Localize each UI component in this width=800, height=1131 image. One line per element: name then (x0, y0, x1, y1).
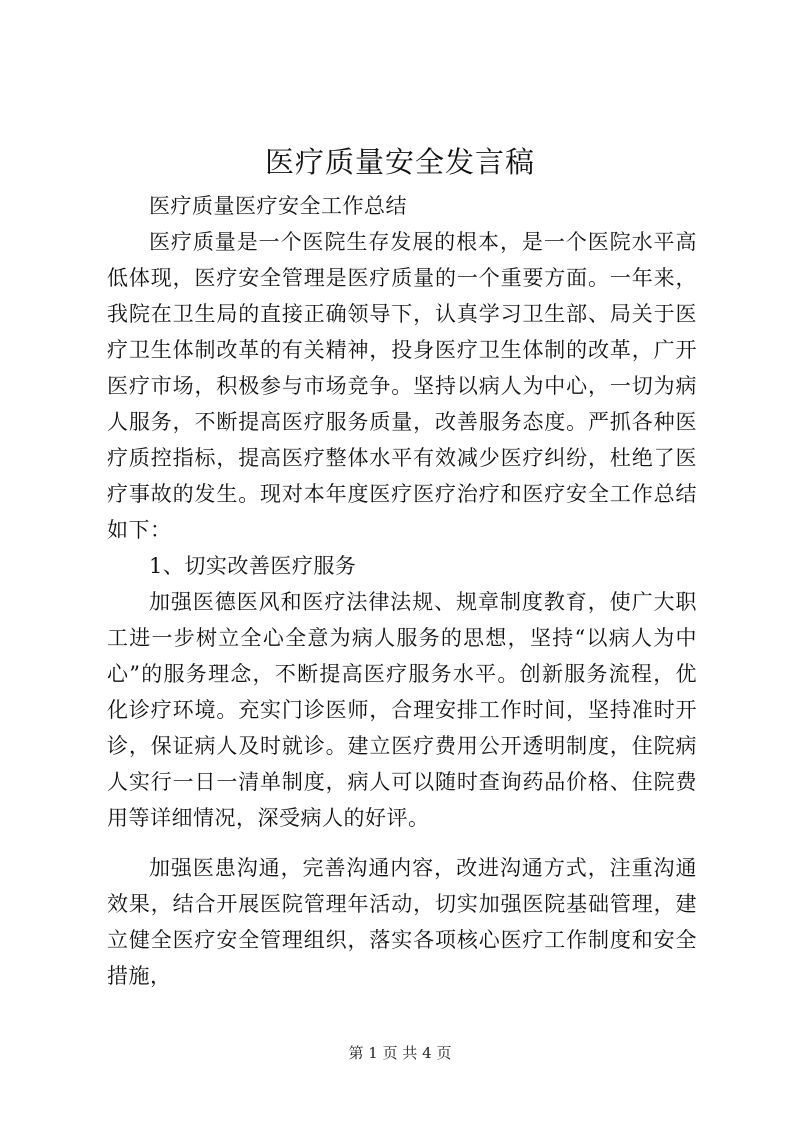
document-body (107, 188, 697, 994)
paragraph-intro: 医疗质量是一个医院生存发展的根本，是一个医院水平高低体现，医疗安全管理是医疗质量的一个重要方面。一年来，我院在卫生局的直接正确领导下，认真学习卫生部、局关于医疗卫生体制改革的有关精神，投身医疗卫生体制的改革，广开医疗市场，积极参与市场竞争。坚持以病人为中心，一切为病人服务，不断提高医疗服务质量，改善服务态度。严抓各种医疗质控指标，提高医疗整体水平有效减少医疗纠纷，杜绝了医疗事故的发生。现对本年度医疗医疗治疗和医疗安全工作总结如下： (107, 230, 697, 542)
section-heading-1: 1、切实改善医疗服务 (149, 554, 357, 578)
page-footer: 第 1 页 共 4 页 (348, 1044, 452, 1062)
document-title: 医疗质量安全发言稿 (264, 145, 535, 179)
section-heading-summary: 医疗质量医疗安全工作总结 (149, 194, 407, 218)
paragraph-service: 加强医德医风和医疗法律法规、规章制度教育，使广大职工进一步树立全心全意为病人服务的思想，坚持“以病人为中心”的服务理念，不断提高医疗服务水平。创新服务流程，优化诊疗环境。充实门诊医师，合理安排工作时间，坚持准时开诊，保证病人及时就诊。建立医疗费用公开透明制度，住院病人实行一日一清单制度，病人可以随时查询药品价格、住院费用等详细情况，深受病人的好评。 (107, 590, 697, 830)
paragraph-communication: 加强医患沟通，完善沟通内容，改进沟通方式，注重沟通效果，结合开展医院管理年活动，切实加强医院基础管理，建立健全医疗安全管理组织，落实各项核心医疗工作制度和安全措施， (107, 856, 697, 988)
